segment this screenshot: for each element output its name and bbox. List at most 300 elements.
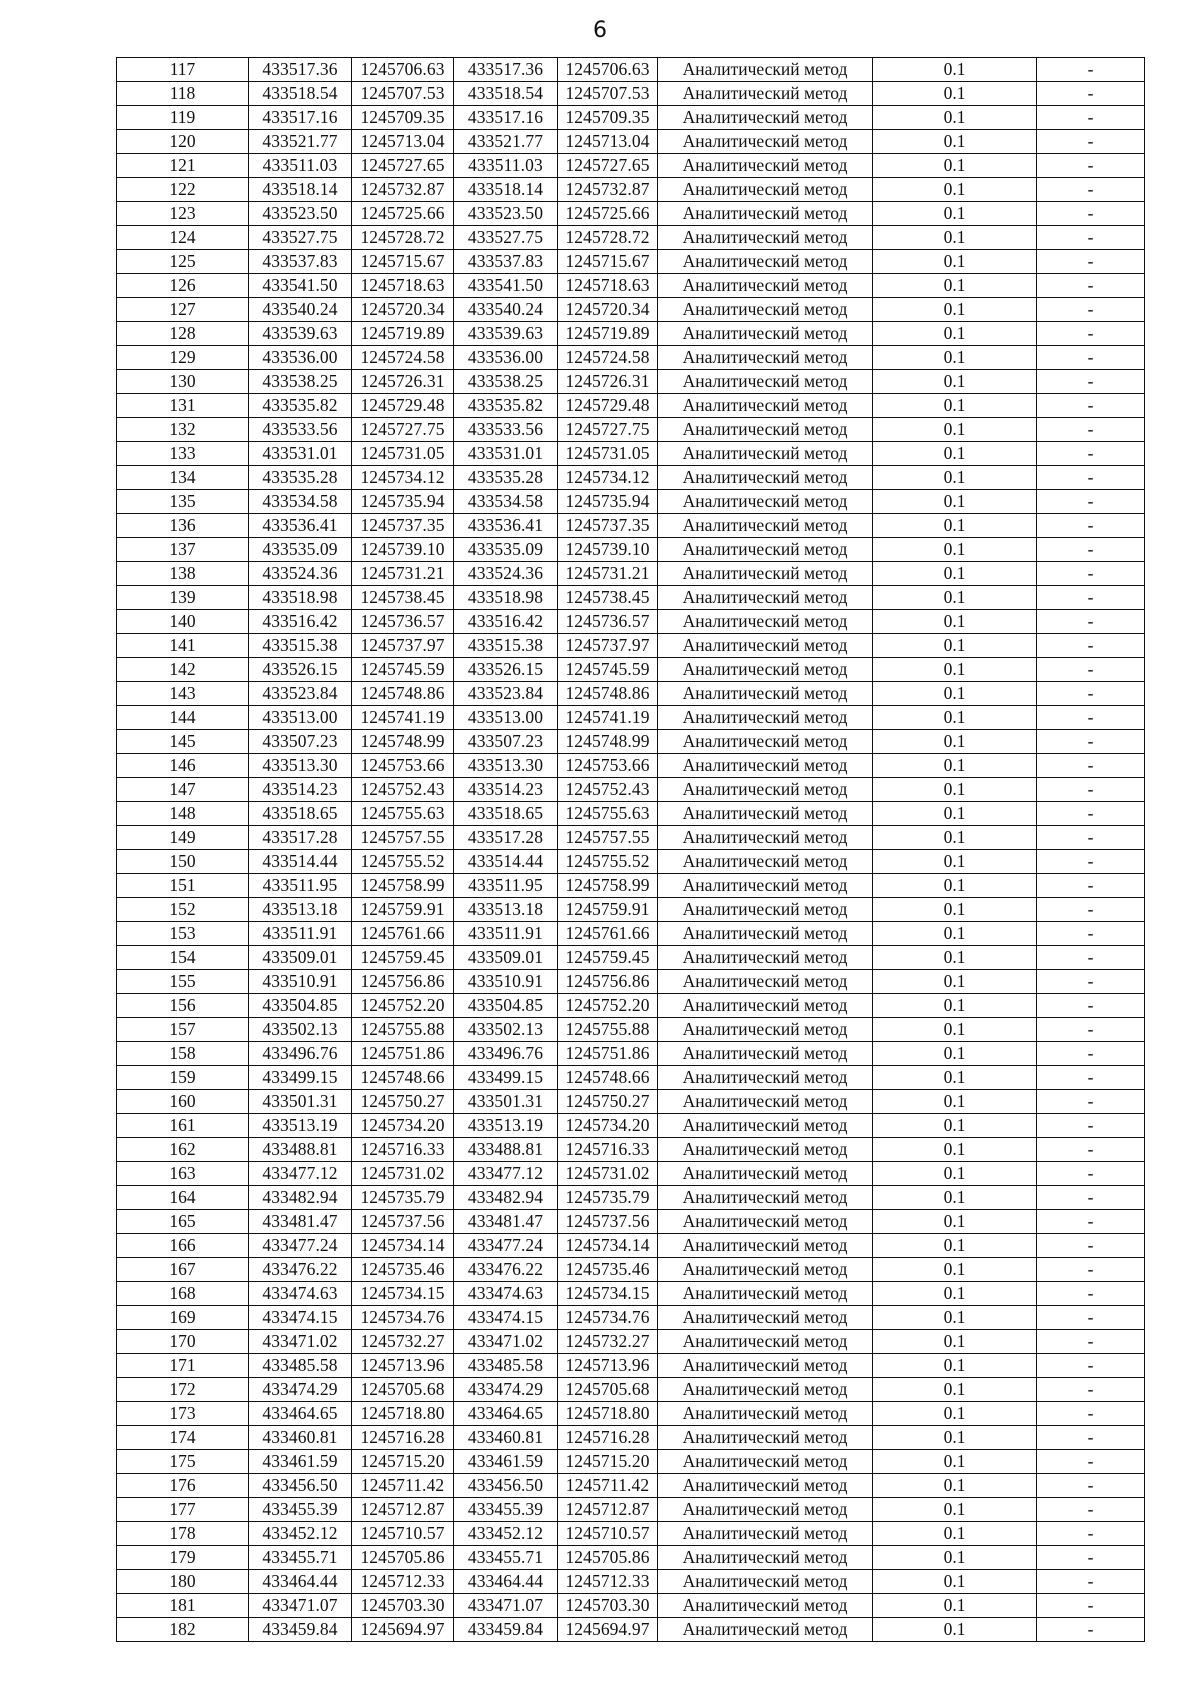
table-row <box>117 1402 1145 1426</box>
point-number-cell: 154 <box>117 946 249 970</box>
table-row <box>117 1570 1145 1594</box>
accuracy-cell: 0.1 <box>873 1594 1037 1618</box>
y-coordinate-cell: 1245757.55 <box>352 826 454 850</box>
point-number-cell: 169 <box>117 1306 249 1330</box>
x-coordinate-cell: 433517.36 <box>249 58 352 82</box>
y-coordinate-cell: 1245726.31 <box>352 370 454 394</box>
note-cell: - <box>1037 754 1145 778</box>
x-coordinate-2-cell: 433485.58 <box>454 1354 558 1378</box>
point-number-cell: 175 <box>117 1450 249 1474</box>
x-coordinate-2-cell: 433502.13 <box>454 1018 558 1042</box>
y-coordinate-cell: 1245718.63 <box>352 274 454 298</box>
accuracy-cell: 0.1 <box>873 898 1037 922</box>
y-coordinate-cell: 1245755.63 <box>352 802 454 826</box>
y-coordinate-2-cell: 1245735.79 <box>558 1186 658 1210</box>
point-number-cell: 141 <box>117 634 249 658</box>
accuracy-cell: 0.1 <box>873 370 1037 394</box>
point-number-cell: 125 <box>117 250 249 274</box>
table-row <box>117 1306 1145 1330</box>
y-coordinate-2-cell: 1245718.63 <box>558 274 658 298</box>
y-coordinate-2-cell: 1245707.53 <box>558 82 658 106</box>
accuracy-cell: 0.1 <box>873 874 1037 898</box>
accuracy-cell: 0.1 <box>873 946 1037 970</box>
point-number-cell: 144 <box>117 706 249 730</box>
x-coordinate-cell: 433538.25 <box>249 370 352 394</box>
table-row <box>117 1450 1145 1474</box>
table-row <box>117 394 1145 418</box>
accuracy-cell: 0.1 <box>873 1546 1037 1570</box>
accuracy-cell: 0.1 <box>873 514 1037 538</box>
point-number-cell: 180 <box>117 1570 249 1594</box>
accuracy-cell: 0.1 <box>873 1426 1037 1450</box>
y-coordinate-2-cell: 1245734.20 <box>558 1114 658 1138</box>
note-cell: - <box>1037 1354 1145 1378</box>
accuracy-cell: 0.1 <box>873 562 1037 586</box>
method-cell: Аналитический метод <box>658 490 873 514</box>
note-cell: - <box>1037 1282 1145 1306</box>
point-number-cell: 179 <box>117 1546 249 1570</box>
point-number-cell: 170 <box>117 1330 249 1354</box>
table-row <box>117 1066 1145 1090</box>
coordinates-table <box>116 57 1145 1642</box>
method-cell: Аналитический метод <box>658 1594 873 1618</box>
note-cell: - <box>1037 418 1145 442</box>
x-coordinate-cell: 433531.01 <box>249 442 352 466</box>
y-coordinate-2-cell: 1245716.33 <box>558 1138 658 1162</box>
note-cell: - <box>1037 1066 1145 1090</box>
method-cell: Аналитический метод <box>658 226 873 250</box>
point-number-cell: 172 <box>117 1378 249 1402</box>
accuracy-cell: 0.1 <box>873 1090 1037 1114</box>
x-coordinate-cell: 433539.63 <box>249 322 352 346</box>
point-number-cell: 162 <box>117 1138 249 1162</box>
method-cell: Аналитический метод <box>658 1162 873 1186</box>
method-cell: Аналитический метод <box>658 802 873 826</box>
method-cell: Аналитический метод <box>658 994 873 1018</box>
y-coordinate-2-cell: 1245753.66 <box>558 754 658 778</box>
y-coordinate-cell: 1245737.35 <box>352 514 454 538</box>
x-coordinate-2-cell: 433513.18 <box>454 898 558 922</box>
method-cell: Аналитический метод <box>658 442 873 466</box>
y-coordinate-2-cell: 1245713.96 <box>558 1354 658 1378</box>
y-coordinate-cell: 1245737.97 <box>352 634 454 658</box>
method-cell: Аналитический метод <box>658 1210 873 1234</box>
note-cell: - <box>1037 274 1145 298</box>
x-coordinate-cell: 433474.15 <box>249 1306 352 1330</box>
note-cell: - <box>1037 1258 1145 1282</box>
y-coordinate-cell: 1245735.94 <box>352 490 454 514</box>
x-coordinate-cell: 433535.28 <box>249 466 352 490</box>
x-coordinate-cell: 433485.58 <box>249 1354 352 1378</box>
x-coordinate-2-cell: 433524.36 <box>454 562 558 586</box>
note-cell: - <box>1037 1306 1145 1330</box>
x-coordinate-cell: 433477.12 <box>249 1162 352 1186</box>
y-coordinate-2-cell: 1245727.65 <box>558 154 658 178</box>
x-coordinate-cell: 433517.16 <box>249 106 352 130</box>
y-coordinate-cell: 1245753.66 <box>352 754 454 778</box>
x-coordinate-2-cell: 433518.65 <box>454 802 558 826</box>
point-number-cell: 149 <box>117 826 249 850</box>
point-number-cell: 128 <box>117 322 249 346</box>
note-cell: - <box>1037 1618 1145 1642</box>
x-coordinate-2-cell: 433511.03 <box>454 154 558 178</box>
y-coordinate-2-cell: 1245731.21 <box>558 562 658 586</box>
y-coordinate-cell: 1245716.28 <box>352 1426 454 1450</box>
table-row <box>117 1546 1145 1570</box>
method-cell: Аналитический метод <box>658 1402 873 1426</box>
accuracy-cell: 0.1 <box>873 610 1037 634</box>
accuracy-cell: 0.1 <box>873 466 1037 490</box>
method-cell: Аналитический метод <box>658 874 873 898</box>
y-coordinate-cell: 1245715.67 <box>352 250 454 274</box>
x-coordinate-cell: 433452.12 <box>249 1522 352 1546</box>
accuracy-cell: 0.1 <box>873 1570 1037 1594</box>
y-coordinate-cell: 1245727.75 <box>352 418 454 442</box>
x-coordinate-2-cell: 433482.94 <box>454 1186 558 1210</box>
accuracy-cell: 0.1 <box>873 226 1037 250</box>
y-coordinate-2-cell: 1245759.91 <box>558 898 658 922</box>
x-coordinate-cell: 433460.81 <box>249 1426 352 1450</box>
method-cell: Аналитический метод <box>658 1090 873 1114</box>
table-row <box>117 1162 1145 1186</box>
table-row <box>117 826 1145 850</box>
note-cell: - <box>1037 346 1145 370</box>
x-coordinate-2-cell: 433518.14 <box>454 178 558 202</box>
table-row <box>117 874 1145 898</box>
x-coordinate-cell: 433461.59 <box>249 1450 352 1474</box>
x-coordinate-2-cell: 433507.23 <box>454 730 558 754</box>
point-number-cell: 164 <box>117 1186 249 1210</box>
point-number-cell: 148 <box>117 802 249 826</box>
y-coordinate-2-cell: 1245756.86 <box>558 970 658 994</box>
note-cell: - <box>1037 490 1145 514</box>
method-cell: Аналитический метод <box>658 1450 873 1474</box>
table-row <box>117 1210 1145 1234</box>
y-coordinate-cell: 1245752.20 <box>352 994 454 1018</box>
method-cell: Аналитический метод <box>658 1354 873 1378</box>
y-coordinate-cell: 1245752.43 <box>352 778 454 802</box>
x-coordinate-cell: 433471.02 <box>249 1330 352 1354</box>
point-number-cell: 136 <box>117 514 249 538</box>
x-coordinate-2-cell: 433514.23 <box>454 778 558 802</box>
accuracy-cell: 0.1 <box>873 730 1037 754</box>
x-coordinate-2-cell: 433511.91 <box>454 922 558 946</box>
note-cell: - <box>1037 706 1145 730</box>
y-coordinate-cell: 1245707.53 <box>352 82 454 106</box>
point-number-cell: 166 <box>117 1234 249 1258</box>
note-cell: - <box>1037 562 1145 586</box>
x-coordinate-2-cell: 433517.28 <box>454 826 558 850</box>
x-coordinate-2-cell: 433536.00 <box>454 346 558 370</box>
point-number-cell: 178 <box>117 1522 249 1546</box>
point-number-cell: 161 <box>117 1114 249 1138</box>
x-coordinate-2-cell: 433481.47 <box>454 1210 558 1234</box>
x-coordinate-cell: 433518.65 <box>249 802 352 826</box>
y-coordinate-2-cell: 1245727.75 <box>558 418 658 442</box>
note-cell: - <box>1037 826 1145 850</box>
point-number-cell: 140 <box>117 610 249 634</box>
note-cell: - <box>1037 730 1145 754</box>
method-cell: Аналитический метод <box>658 82 873 106</box>
y-coordinate-2-cell: 1245748.86 <box>558 682 658 706</box>
x-coordinate-2-cell: 433477.12 <box>454 1162 558 1186</box>
note-cell: - <box>1037 1522 1145 1546</box>
point-number-cell: 174 <box>117 1426 249 1450</box>
point-number-cell: 147 <box>117 778 249 802</box>
accuracy-cell: 0.1 <box>873 1066 1037 1090</box>
y-coordinate-cell: 1245734.15 <box>352 1282 454 1306</box>
x-coordinate-cell: 433534.58 <box>249 490 352 514</box>
point-number-cell: 122 <box>117 178 249 202</box>
x-coordinate-2-cell: 433516.42 <box>454 610 558 634</box>
y-coordinate-2-cell: 1245720.34 <box>558 298 658 322</box>
x-coordinate-2-cell: 433511.95 <box>454 874 558 898</box>
x-coordinate-2-cell: 433531.01 <box>454 442 558 466</box>
accuracy-cell: 0.1 <box>873 82 1037 106</box>
accuracy-cell: 0.1 <box>873 1354 1037 1378</box>
x-coordinate-cell: 433533.56 <box>249 418 352 442</box>
y-coordinate-2-cell: 1245734.15 <box>558 1282 658 1306</box>
y-coordinate-cell: 1245755.52 <box>352 850 454 874</box>
y-coordinate-cell: 1245710.57 <box>352 1522 454 1546</box>
y-coordinate-2-cell: 1245718.80 <box>558 1402 658 1426</box>
table-row <box>117 970 1145 994</box>
point-number-cell: 133 <box>117 442 249 466</box>
table-row <box>117 1282 1145 1306</box>
y-coordinate-cell: 1245748.86 <box>352 682 454 706</box>
y-coordinate-2-cell: 1245734.76 <box>558 1306 658 1330</box>
y-coordinate-2-cell: 1245715.20 <box>558 1450 658 1474</box>
x-coordinate-cell: 433509.01 <box>249 946 352 970</box>
method-cell: Аналитический метод <box>658 1546 873 1570</box>
note-cell: - <box>1037 58 1145 82</box>
method-cell: Аналитический метод <box>658 250 873 274</box>
method-cell: Аналитический метод <box>658 1378 873 1402</box>
method-cell: Аналитический метод <box>658 1522 873 1546</box>
point-number-cell: 151 <box>117 874 249 898</box>
point-number-cell: 159 <box>117 1066 249 1090</box>
y-coordinate-cell: 1245724.58 <box>352 346 454 370</box>
accuracy-cell: 0.1 <box>873 1258 1037 1282</box>
x-coordinate-cell: 433488.81 <box>249 1138 352 1162</box>
x-coordinate-2-cell: 433541.50 <box>454 274 558 298</box>
x-coordinate-2-cell: 433538.25 <box>454 370 558 394</box>
accuracy-cell: 0.1 <box>873 202 1037 226</box>
x-coordinate-2-cell: 433461.59 <box>454 1450 558 1474</box>
accuracy-cell: 0.1 <box>873 754 1037 778</box>
y-coordinate-2-cell: 1245724.58 <box>558 346 658 370</box>
y-coordinate-cell: 1245713.96 <box>352 1354 454 1378</box>
method-cell: Аналитический метод <box>658 394 873 418</box>
table-row <box>117 1330 1145 1354</box>
note-cell: - <box>1037 466 1145 490</box>
note-cell: - <box>1037 586 1145 610</box>
note-cell: - <box>1037 538 1145 562</box>
x-coordinate-cell: 433526.15 <box>249 658 352 682</box>
note-cell: - <box>1037 778 1145 802</box>
x-coordinate-2-cell: 433523.50 <box>454 202 558 226</box>
y-coordinate-2-cell: 1245738.45 <box>558 586 658 610</box>
point-number-cell: 139 <box>117 586 249 610</box>
y-coordinate-cell: 1245734.76 <box>352 1306 454 1330</box>
y-coordinate-2-cell: 1245706.63 <box>558 58 658 82</box>
y-coordinate-cell: 1245729.48 <box>352 394 454 418</box>
note-cell: - <box>1037 298 1145 322</box>
x-coordinate-2-cell: 433513.00 <box>454 706 558 730</box>
method-cell: Аналитический метод <box>658 274 873 298</box>
note-cell: - <box>1037 658 1145 682</box>
table-row <box>117 1114 1145 1138</box>
method-cell: Аналитический метод <box>658 346 873 370</box>
x-coordinate-cell: 433540.24 <box>249 298 352 322</box>
y-coordinate-2-cell: 1245709.35 <box>558 106 658 130</box>
table-row <box>117 106 1145 130</box>
y-coordinate-cell: 1245748.99 <box>352 730 454 754</box>
x-coordinate-cell: 433518.54 <box>249 82 352 106</box>
x-coordinate-cell: 433513.30 <box>249 754 352 778</box>
table-row <box>117 298 1145 322</box>
method-cell: Аналитический метод <box>658 682 873 706</box>
accuracy-cell: 0.1 <box>873 1522 1037 1546</box>
table-row <box>117 1186 1145 1210</box>
table-row <box>117 130 1145 154</box>
x-coordinate-2-cell: 433523.84 <box>454 682 558 706</box>
y-coordinate-2-cell: 1245735.94 <box>558 490 658 514</box>
note-cell: - <box>1037 514 1145 538</box>
y-coordinate-2-cell: 1245735.46 <box>558 1258 658 1282</box>
table-row <box>117 202 1145 226</box>
point-number-cell: 138 <box>117 562 249 586</box>
x-coordinate-2-cell: 433474.63 <box>454 1282 558 1306</box>
point-number-cell: 120 <box>117 130 249 154</box>
method-cell: Аналитический метод <box>658 970 873 994</box>
x-coordinate-cell: 433536.00 <box>249 346 352 370</box>
x-coordinate-cell: 433537.83 <box>249 250 352 274</box>
y-coordinate-cell: 1245694.97 <box>352 1618 454 1642</box>
x-coordinate-cell: 433535.82 <box>249 394 352 418</box>
y-coordinate-2-cell: 1245748.66 <box>558 1066 658 1090</box>
y-coordinate-2-cell: 1245736.57 <box>558 610 658 634</box>
point-number-cell: 182 <box>117 1618 249 1642</box>
accuracy-cell: 0.1 <box>873 826 1037 850</box>
table-row <box>117 706 1145 730</box>
point-number-cell: 163 <box>117 1162 249 1186</box>
accuracy-cell: 0.1 <box>873 58 1037 82</box>
x-coordinate-cell: 433518.98 <box>249 586 352 610</box>
note-cell: - <box>1037 1498 1145 1522</box>
method-cell: Аналитический метод <box>658 178 873 202</box>
table-row <box>117 754 1145 778</box>
x-coordinate-cell: 433535.09 <box>249 538 352 562</box>
y-coordinate-cell: 1245759.91 <box>352 898 454 922</box>
x-coordinate-2-cell: 433471.02 <box>454 1330 558 1354</box>
x-coordinate-2-cell: 433535.09 <box>454 538 558 562</box>
y-coordinate-2-cell: 1245715.67 <box>558 250 658 274</box>
point-number-cell: 152 <box>117 898 249 922</box>
accuracy-cell: 0.1 <box>873 274 1037 298</box>
accuracy-cell: 0.1 <box>873 490 1037 514</box>
method-cell: Аналитический метод <box>658 1186 873 1210</box>
accuracy-cell: 0.1 <box>873 994 1037 1018</box>
table-row <box>117 490 1145 514</box>
y-coordinate-cell: 1245705.86 <box>352 1546 454 1570</box>
y-coordinate-cell: 1245735.79 <box>352 1186 454 1210</box>
point-number-cell: 118 <box>117 82 249 106</box>
table-row <box>117 1378 1145 1402</box>
x-coordinate-2-cell: 433501.31 <box>454 1090 558 1114</box>
method-cell: Аналитический метод <box>658 1330 873 1354</box>
y-coordinate-2-cell: 1245712.33 <box>558 1570 658 1594</box>
method-cell: Аналитический метод <box>658 946 873 970</box>
y-coordinate-cell: 1245751.86 <box>352 1042 454 1066</box>
table-row <box>117 1354 1145 1378</box>
x-coordinate-2-cell: 433514.44 <box>454 850 558 874</box>
x-coordinate-cell: 433524.36 <box>249 562 352 586</box>
x-coordinate-2-cell: 433455.71 <box>454 1546 558 1570</box>
y-coordinate-2-cell: 1245759.45 <box>558 946 658 970</box>
note-cell: - <box>1037 370 1145 394</box>
x-coordinate-cell: 433476.22 <box>249 1258 352 1282</box>
x-coordinate-cell: 433517.28 <box>249 826 352 850</box>
accuracy-cell: 0.1 <box>873 1162 1037 1186</box>
method-cell: Аналитический метод <box>658 322 873 346</box>
note-cell: - <box>1037 106 1145 130</box>
x-coordinate-cell: 433523.84 <box>249 682 352 706</box>
x-coordinate-2-cell: 433518.98 <box>454 586 558 610</box>
point-number-cell: 123 <box>117 202 249 226</box>
x-coordinate-2-cell: 433474.15 <box>454 1306 558 1330</box>
point-number-cell: 145 <box>117 730 249 754</box>
point-number-cell: 127 <box>117 298 249 322</box>
note-cell: - <box>1037 1450 1145 1474</box>
y-coordinate-cell: 1245716.33 <box>352 1138 454 1162</box>
table-row <box>117 58 1145 82</box>
accuracy-cell: 0.1 <box>873 1186 1037 1210</box>
y-coordinate-2-cell: 1245755.52 <box>558 850 658 874</box>
y-coordinate-2-cell: 1245731.05 <box>558 442 658 466</box>
accuracy-cell: 0.1 <box>873 1018 1037 1042</box>
y-coordinate-cell: 1245732.27 <box>352 1330 454 1354</box>
x-coordinate-cell: 433518.14 <box>249 178 352 202</box>
method-cell: Аналитический метод <box>658 898 873 922</box>
accuracy-cell: 0.1 <box>873 658 1037 682</box>
y-coordinate-cell: 1245711.42 <box>352 1474 454 1498</box>
x-coordinate-cell: 433516.42 <box>249 610 352 634</box>
method-cell: Аналитический метод <box>658 1138 873 1162</box>
y-coordinate-cell: 1245715.20 <box>352 1450 454 1474</box>
x-coordinate-2-cell: 433518.54 <box>454 82 558 106</box>
x-coordinate-2-cell: 433540.24 <box>454 298 558 322</box>
table-row <box>117 1618 1145 1642</box>
method-cell: Аналитический метод <box>658 58 873 82</box>
accuracy-cell: 0.1 <box>873 418 1037 442</box>
point-number-cell: 130 <box>117 370 249 394</box>
x-coordinate-cell: 433455.39 <box>249 1498 352 1522</box>
x-coordinate-2-cell: 433510.91 <box>454 970 558 994</box>
accuracy-cell: 0.1 <box>873 1138 1037 1162</box>
x-coordinate-2-cell: 433476.22 <box>454 1258 558 1282</box>
point-number-cell: 126 <box>117 274 249 298</box>
point-number-cell: 146 <box>117 754 249 778</box>
note-cell: - <box>1037 1210 1145 1234</box>
x-coordinate-cell: 433510.91 <box>249 970 352 994</box>
y-coordinate-2-cell: 1245752.20 <box>558 994 658 1018</box>
note-cell: - <box>1037 874 1145 898</box>
x-coordinate-cell: 433513.00 <box>249 706 352 730</box>
note-cell: - <box>1037 922 1145 946</box>
accuracy-cell: 0.1 <box>873 1378 1037 1402</box>
method-cell: Аналитический метод <box>658 1306 873 1330</box>
